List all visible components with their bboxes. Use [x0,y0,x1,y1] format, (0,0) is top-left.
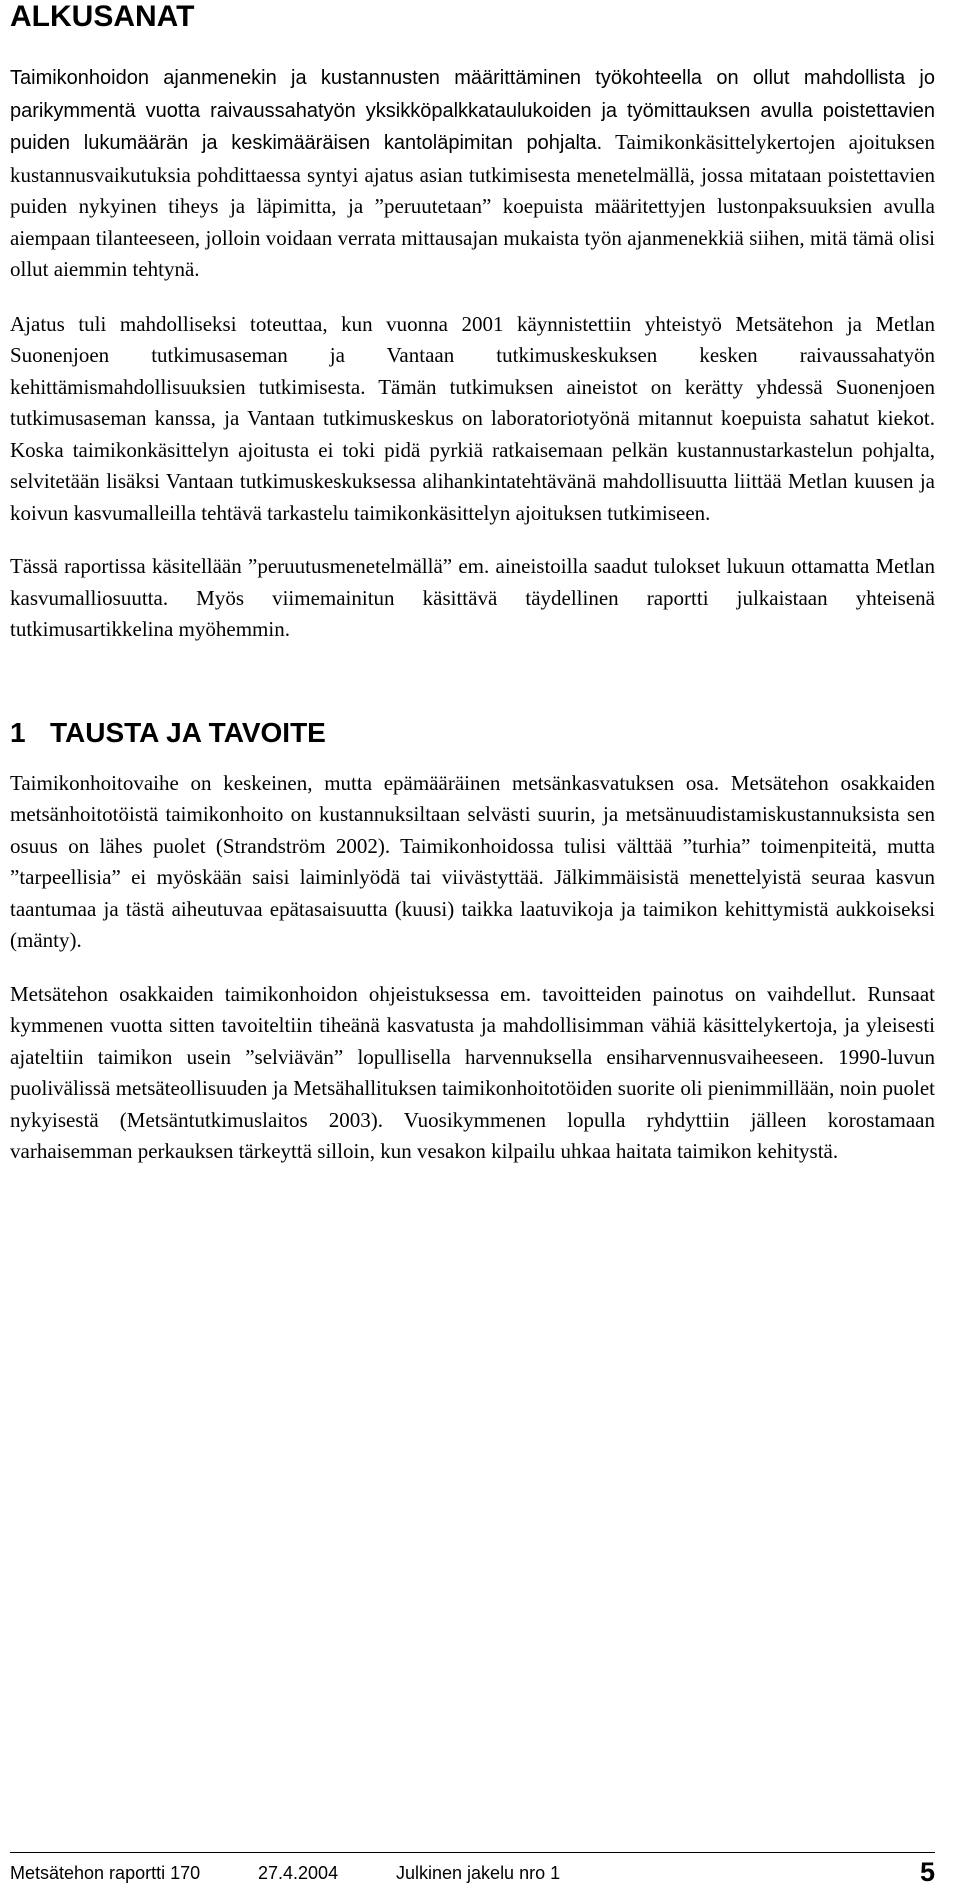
chapter-1-title: TAUSTA JA TAVOITE [50,716,326,748]
chapter-1-heading [10,718,935,748]
chapter-1-number: 1 [10,716,26,748]
preface-heading: ALKUSANAT [10,0,195,33]
preface-paragraph-3: Tässä raportissa käsitellään ”peruutusmenetelmällä” em. aineistoilla saadut tulokset lukuun ottamatta Metlan kasvumalliosuutta. Myös viimemainitun käsittävä täydellinen raportti julkaistaan yhteisenä tutkimusartikkelina myöhemmin. [10,554,935,641]
preface-paragraph-1-sans-part: Taimikonhoidon ajanmenekin ja kustannusten määrittäminen työkohteella on ollut mahdollista jo parikymmentä vuotta raivaussahatyön yksikköpalkkataulukoiden ja työmittauksen avulla poistettavien puiden lukumäärän ja keskimääräisen kantoläpimitan pohjalta. [10,67,935,154]
chapter-1-paragraph-2: Metsätehon osakkaiden taimikonhoidon ohjeistuksessa em. tavoitteiden painotus on vaihdellut. Runsaat kymmenen vuotta sitten tavoiteltiin tiheänä kasvatusta ja mahdollisimman vähiä käsittelykertoja, ja yleisesti ajateltiin taimikon usein ”selviävän” lopullisella harvennuksella ensiharvennusvaiheeseen. 1990-luvun puolivälissä metsäteollisuuden ja Metsähallituksen taimikonhoitotöiden suorite oli pienimmillään, noin puolet nykyisestä (Metsäntutkimuslaitos 2003). Vuosikymmenen lopulla ryhdyttiin jälleen korostamaan varhaisemman perkauksen tärkeyttä silloin, kun vesakon kilpailu uhkaa haitata taimikon kehitystä. [10,981,935,1163]
chapter-1-section [10,718,935,1168]
footer-date: 27.4.2004 [258,1863,339,1883]
footer-distribution: Julkinen jakelu nro 1 [396,1863,561,1883]
preface-section [10,2,935,646]
preface-paragraph-1-serif-part: Taimikonkäsittelykertojen ajoituksen kustannusvaikutuksia pohdittaessa syntyi ajatus asian tutkimisesta menetelmällä, jossa mitataan poistettavien puiden nykyinen tiheys ja läpimitta, ja ”peruutetaan” koepuista määritettyjen lustonpaksuuksien avulla aiempaan tilanteeseen, jolloin voidaan verrata mittausajan mukaista työn ajanmenekkiä siihen, mitä tämä olisi ollut aiemmin tehtynä. [10,130,936,281]
footer-report-name: Metsätehon raportti 170 [10,1863,201,1883]
chapter-1-paragraph-1: Taimikonhoitovaihe on keskeinen, mutta epämääräinen metsänkasvatuksen osa. Metsätehon osakkaiden metsänhoitotöistä taimikonhoito on kustannuksiltaan selvästi suurin, ja metsänuudistamiskustannuksista sen osuus on lähes puolet (Strandström 2002). Taimikonhoidossa tulisi välttää ”turhia” toimenpiteitä, mutta ”tarpeellisia” ei myöskään saisi laiminlyödä tai viivästyttää. Jälkimmäisistä menettelyistä seuraa kasvun taantumaa ja tästä aiheutuvaa epätasaisuutta (kuusi) taikka laatuvikoja ja taimikon kehittymistä aukkoiseksi (mänty). [10,770,935,952]
preface-paragraph-1 [10,62,935,286]
preface-paragraph-2: Ajatus tuli mahdolliseksi toteuttaa, kun vuonna 2001 käynnistettiin yhteistyö Metsätehon ja Metlan Suonenjoen tutkimusaseman ja Vantaan tutkimuskeskuksen kesken raivaussahatyön kehittämismahdollisuuksien tutkimisesta. Tämän tutkimuksen aineistot on kerätty yhdessä Suonenjoen tutkimusaseman kanssa, ja Vantaan tutkimuskeskus on laboratoriotyönä mitannut koepuista sahatut kiekot. Koska taimikonkäsittelyn ajoitusta ei toki pidä pyrkiä ratkaisemaan pelkän kustannustarkastelun pohjalta, selvitetään lisäksi Vantaan tutkimuskeskuksessa alihankintatehtävänä mahdollisuutta liittää Metlan kuusen ja koivun kasvumalleilla tehtävä tarkastelu taimikonkäsittelyn ajoituksen tutkimiseen. [10,311,935,525]
footer-page-number: 5 [919,1857,935,1887]
page-footer [10,1852,935,1893]
document-page [10,0,935,1168]
